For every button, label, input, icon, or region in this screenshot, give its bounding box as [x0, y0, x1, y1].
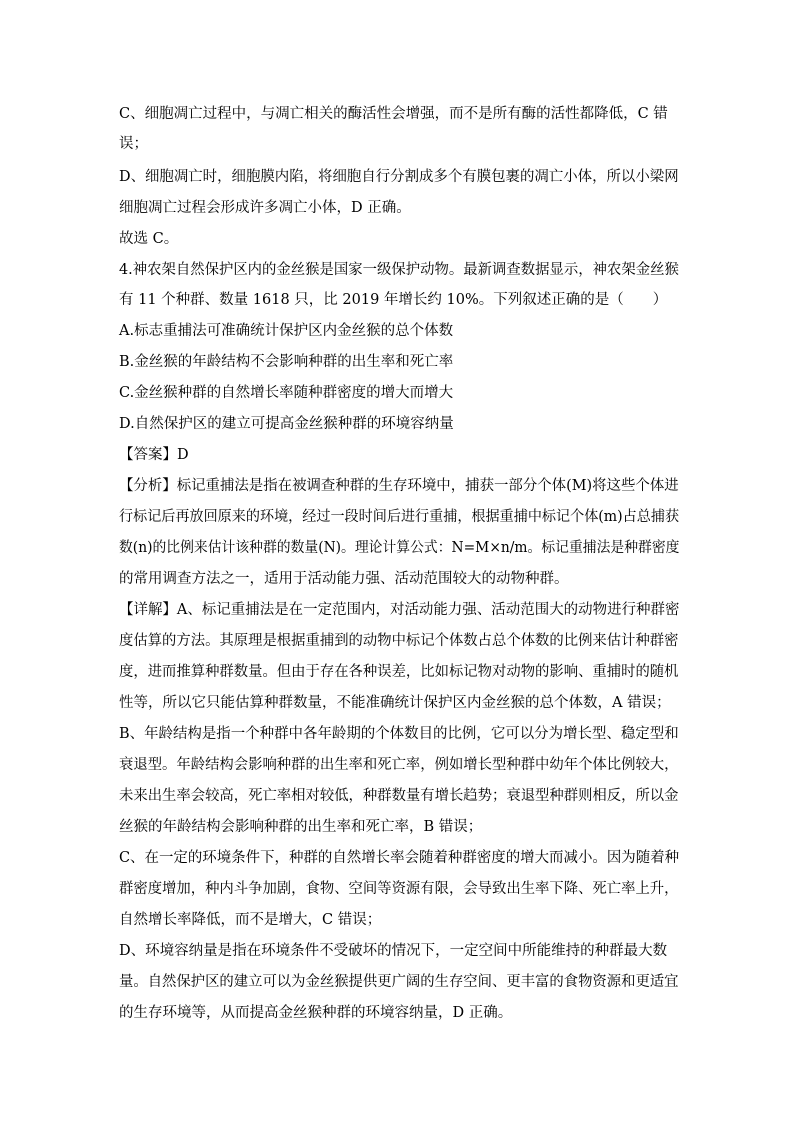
explanation-line: 衰退型。年龄结构会影响种群的出生率和死亡率，例如增长型种群中幼年个体比例较大， [119, 757, 679, 773]
explanation-line: C、在一定的环境条件下，种群的自然增长率会随着种群密度的增大而减小。因为随着种 [119, 850, 680, 866]
question-stem-line: 4.神农架自然保护区内的金丝猴是国家一级保护动物。最新调查数据显示，神农架金丝猴 [119, 262, 679, 278]
analysis-line: 数(n)的比例来估计该种群的数量(N)。理论计算公式：N=M×n/m。标记重捕法是种群密度 [119, 540, 680, 556]
analysis-line: 行标记后再放回原来的环境，经过一段时间后进行重捕，根据重捕中标记个体(m)占总捕获 [119, 509, 680, 525]
answer-line: 【答案】D [119, 447, 189, 463]
option-d: D.自然保护区的建立可提高金丝猴种群的环境容纳量 [119, 416, 454, 432]
text-line: D、细胞凋亡时，细胞膜内陷，将细胞自行分割成多个有膜包裹的凋亡小体，所以小梁网 [119, 169, 679, 185]
explanation-line: 【详解】A、标记重捕法是在一定范围内，对活动能力强、活动范围大的动物进行种群密 [119, 602, 680, 618]
explanation-line: 未来出生率会较高，死亡率相对较低，种群数量有增长趋势；衰退型种群则相反，所以金 [119, 788, 679, 804]
text-line: C、细胞凋亡过程中，与凋亡相关的酶活性会增强，而不是所有酶的活性都降低，C 错 [119, 106, 668, 122]
text-line: 故选 C。 [119, 231, 179, 247]
explanation-line: B、年龄结构是指一个种群中各年龄期的个体数目的比例，它可以分为增长型、稳定型和 [119, 726, 679, 742]
explanation-line: 量。自然保护区的建立可以为金丝猴提供更广阔的生存空间、更丰富的食物资源和更适宜 [119, 974, 679, 990]
explanation-line: 的生存环境等，从而提高金丝猴种群的环境容纳量，D 正确。 [119, 1005, 513, 1021]
option-c: C.金丝猴种群的自然增长率随种群密度的增大而增大 [119, 385, 454, 401]
explanation-line: 丝猴的年龄结构会影响种群的出生率和死亡率，B 错误； [119, 819, 483, 835]
explanation-line: 度，进而推算种群数量。但由于存在各种误差，比如标记物对动物的影响、重捕时的随机 [119, 664, 679, 680]
option-b: B.金丝猴的年龄结构不会影响种群的出生率和死亡率 [119, 354, 454, 370]
question-stem-line: 有 11 个种群、数量 1618 只，比 2019 年增长约 10%。下列叙述正确的是（ ） [119, 292, 668, 308]
explanation-line: 性等，所以它只能估算种群数量，不能准确统计保护区内金丝猴的总个体数，A 错误； [119, 695, 671, 711]
analysis-line: 的常用调查方法之一，适用于活动能力强、活动范围较大的动物种群。 [119, 571, 569, 587]
explanation-line: 群密度增加，种内斗争加剧，食物、空间等资源有限，会导致出生率下降、死亡率上升， [119, 881, 679, 897]
explanation-line: D、环境容纳量是指在环境条件不受破坏的情况下，一定空间中所能维持的种群最大数 [119, 943, 668, 959]
option-a: A.标志重捕法可准确统计保护区内金丝猴的总个体数 [119, 323, 454, 339]
explanation-line: 自然增长率降低，而不是增大，C 错误； [119, 912, 382, 928]
text-line: 误； [119, 136, 148, 152]
explanation-line: 度估算的方法。其原理是根据重捕到的动物中标记个体数占总个体数的比例来估计种群密 [119, 633, 679, 649]
text-line: 细胞凋亡过程会形成许多凋亡小体，D 正确。 [119, 200, 411, 216]
analysis-line: 【分析】标记重捕法是指在被调查种群的生存环境中，捕获一部分个体(M)将这些个体进 [119, 478, 679, 494]
